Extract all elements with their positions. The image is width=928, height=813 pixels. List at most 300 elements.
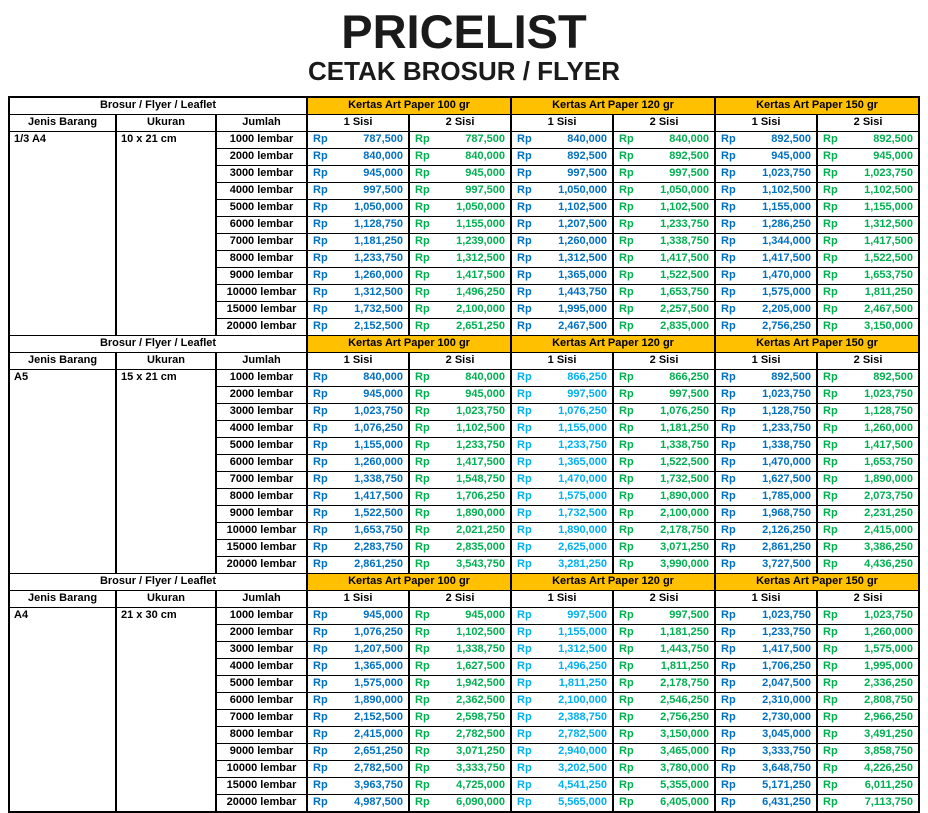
price-value: 1,102,500 [864,184,914,197]
paper-header-120gr: Kertas Art Paper 120 gr [511,97,715,115]
jumlah-cell: 15000 lembar [216,539,307,556]
currency-label: Rp [823,609,838,622]
price-cell-content [512,489,612,505]
price-cell-content [818,489,918,505]
price-cell [409,420,511,437]
price-value: 1,050,000 [354,201,404,214]
price-cell [715,794,817,812]
price-value: 1,128,750 [864,405,914,418]
jumlah-cell: 5000 lembar [216,199,307,216]
price-cell [817,658,919,675]
subheader-ukuran: Ukuran [116,590,216,607]
price-cell [511,420,613,437]
price-value: 2,073,750 [864,490,914,503]
price-value: 2,835,000 [660,320,710,333]
price-value: 6,405,000 [660,796,710,809]
price-cell-content [716,132,816,148]
currency-label: Rp [619,558,634,571]
currency-label: Rp [619,320,634,333]
price-cell [817,369,919,386]
price-cell [511,182,613,199]
table-row [9,131,919,148]
price-cell-content [716,455,816,471]
jumlah-cell: 5000 lembar [216,437,307,454]
price-cell [613,624,715,641]
currency-label: Rp [721,439,736,452]
price-cell [613,318,715,335]
price-cell-content [614,659,714,675]
currency-label: Rp [415,490,430,503]
price-cell [817,182,919,199]
price-cell [817,743,919,760]
subheader-sisi: 2 Sisi [409,590,511,607]
currency-label: Rp [619,694,634,707]
price-cell-content [614,387,714,403]
subheader-sisi: 2 Sisi [409,352,511,369]
price-cell-content [716,200,816,216]
currency-label: Rp [415,711,430,724]
currency-label: Rp [721,694,736,707]
price-value: 2,808,750 [864,694,914,707]
price-cell-content [818,608,918,624]
price-cell-content [308,251,408,267]
currency-label: Rp [619,184,634,197]
price-cell [409,607,511,624]
price-cell [613,641,715,658]
price-cell [817,777,919,794]
price-cell-content [818,285,918,301]
price-cell [715,182,817,199]
currency-label: Rp [517,303,532,316]
price-cell-content [614,761,714,777]
price-value: 3,150,000 [660,728,710,741]
price-cell [511,284,613,301]
price-cell [511,726,613,743]
currency-label: Rp [721,252,736,265]
currency-label: Rp [517,201,532,214]
price-value: 1,942,500 [456,677,506,690]
price-cell-content [614,149,714,165]
price-cell-content [614,489,714,505]
currency-label: Rp [619,507,634,520]
price-cell-content [308,200,408,216]
price-cell-content [818,404,918,420]
price-cell-content [512,676,612,692]
price-cell [511,539,613,556]
price-cell [307,624,409,641]
price-value: 3,990,000 [660,558,710,571]
currency-label: Rp [517,796,532,809]
price-cell-content [818,778,918,794]
price-cell [307,556,409,573]
price-cell [307,454,409,471]
price-cell-content [818,795,918,811]
price-cell-content [512,608,612,624]
currency-label: Rp [823,422,838,435]
price-value: 3,333,750 [456,762,506,775]
price-cell-content [410,421,510,437]
price-cell [511,607,613,624]
price-value: 2,756,250 [660,711,710,724]
currency-label: Rp [517,609,532,622]
price-value: 1,102,500 [762,184,812,197]
jumlah-cell: 5000 lembar [216,675,307,692]
price-cell [307,301,409,318]
price-cell-content [818,625,918,641]
price-cell [307,267,409,284]
currency-label: Rp [619,626,634,639]
price-value: 1,496,250 [456,286,506,299]
price-cell [511,233,613,250]
currency-label: Rp [313,167,328,180]
price-cell [817,454,919,471]
price-cell-content [308,506,408,522]
price-cell [511,131,613,148]
price-cell [409,743,511,760]
price-cell-content [308,268,408,284]
price-cell-content [410,319,510,335]
price-cell [409,794,511,812]
price-cell [511,250,613,267]
currency-label: Rp [415,728,430,741]
price-cell [817,709,919,726]
price-cell [307,539,409,556]
price-cell [715,709,817,726]
price-cell-content [410,438,510,454]
price-value: 1,076,250 [354,422,404,435]
price-cell [613,420,715,437]
price-value: 1,732,500 [558,507,608,520]
price-cell [409,522,511,539]
currency-label: Rp [313,405,328,418]
price-cell-content [614,251,714,267]
currency-label: Rp [517,456,532,469]
price-cell [817,301,919,318]
price-cell-content [614,727,714,743]
price-cell-content [410,455,510,471]
price-value: 1,023,750 [762,609,812,622]
price-value: 1,338,750 [660,439,710,452]
price-value: 1,995,000 [864,660,914,673]
jumlah-cell: 8000 lembar [216,488,307,505]
price-cell-content [308,234,408,250]
price-cell-content [818,183,918,199]
currency-label: Rp [721,473,736,486]
price-cell [817,284,919,301]
price-cell-content [818,149,918,165]
currency-label: Rp [721,677,736,690]
price-cell [613,199,715,216]
price-value: 1,181,250 [660,422,710,435]
price-cell [409,539,511,556]
currency-label: Rp [313,626,328,639]
price-cell [307,131,409,148]
price-cell-content [614,540,714,556]
price-cell [307,369,409,386]
currency-label: Rp [721,711,736,724]
currency-label: Rp [721,524,736,537]
currency-label: Rp [415,405,430,418]
price-cell-content [716,727,816,743]
currency-label: Rp [415,303,430,316]
price-cell-content [716,285,816,301]
jumlah-cell: 10000 lembar [216,760,307,777]
price-cell [409,437,511,454]
currency-label: Rp [415,167,430,180]
currency-label: Rp [517,218,532,231]
price-cell [613,658,715,675]
price-cell [613,233,715,250]
currency-label: Rp [721,490,736,503]
price-cell-content [716,523,816,539]
price-cell [613,471,715,488]
price-value: 1,312,500 [456,252,506,265]
price-cell-content [818,727,918,743]
section-group-header-row [9,97,919,115]
price-cell [511,216,613,233]
price-value: 997,500 [465,184,506,197]
currency-label: Rp [415,541,430,554]
price-value: 3,727,500 [762,558,812,571]
currency-label: Rp [721,456,736,469]
currency-label: Rp [619,660,634,673]
price-cell [409,165,511,182]
price-cell [307,250,409,267]
price-cell-content [410,302,510,318]
paper-header-120gr: Kertas Art Paper 120 gr [511,335,715,352]
price-cell-content [716,370,816,386]
price-cell-content [512,659,612,675]
currency-label: Rp [313,473,328,486]
currency-label: Rp [415,643,430,656]
price-value: 1,706,250 [762,660,812,673]
price-cell [511,743,613,760]
price-value: 1,338,750 [456,643,506,656]
currency-label: Rp [721,303,736,316]
price-value: 3,648,750 [762,762,812,775]
currency-label: Rp [619,133,634,146]
price-cell [817,692,919,709]
price-value: 840,000 [363,150,404,163]
ukuran-cell: 10 x 21 cm [116,131,216,335]
price-value: 1,338,750 [660,235,710,248]
price-cell [307,777,409,794]
price-cell [409,216,511,233]
price-cell-content [410,251,510,267]
price-cell [409,386,511,403]
jumlah-cell: 20000 lembar [216,556,307,573]
price-cell-content [308,557,408,573]
price-cell-content [512,404,612,420]
currency-label: Rp [823,728,838,741]
price-value: 2,861,250 [354,558,404,571]
price-cell-content [308,608,408,624]
price-cell [817,250,919,267]
price-value: 1,653,750 [354,524,404,537]
price-cell-content [818,166,918,182]
price-cell-content [308,387,408,403]
currency-label: Rp [721,218,736,231]
jumlah-cell: 9000 lembar [216,505,307,522]
price-value: 4,725,000 [456,779,506,792]
price-cell-content [308,676,408,692]
price-cell [409,369,511,386]
price-cell-content [512,285,612,301]
price-value: 1,312,500 [354,286,404,299]
price-cell [511,522,613,539]
price-cell [817,233,919,250]
price-value: 1,627,500 [762,473,812,486]
paper-header-100gr: Kertas Art Paper 100 gr [307,573,511,590]
price-cell-content [614,217,714,233]
price-cell [613,607,715,624]
price-cell [715,148,817,165]
price-value: 1,417,500 [456,456,506,469]
currency-label: Rp [517,524,532,537]
price-cell-content [716,795,816,811]
price-cell-content [614,132,714,148]
price-cell [511,369,613,386]
price-value: 1,653,750 [864,456,914,469]
price-cell-content [614,642,714,658]
price-cell [511,454,613,471]
price-value: 7,113,750 [864,796,914,809]
price-value: 892,500 [771,371,812,384]
currency-label: Rp [823,388,838,401]
price-cell-content [716,217,816,233]
price-value: 2,756,250 [762,320,812,333]
price-value: 1,312,500 [558,252,608,265]
price-cell [715,556,817,573]
currency-label: Rp [415,762,430,775]
price-value: 3,963,750 [354,779,404,792]
price-cell-content [512,438,612,454]
price-cell-content [308,795,408,811]
price-cell-content [410,676,510,692]
price-cell-content [818,472,918,488]
price-cell [511,199,613,216]
currency-label: Rp [721,320,736,333]
price-cell [715,743,817,760]
price-value: 2,966,250 [864,711,914,724]
currency-label: Rp [619,728,634,741]
price-cell-content [308,489,408,505]
table-row [9,607,919,624]
price-cell-content [512,251,612,267]
jumlah-cell: 20000 lembar [216,318,307,335]
currency-label: Rp [415,626,430,639]
price-value: 2,651,250 [456,320,506,333]
currency-label: Rp [619,711,634,724]
price-cell-content [512,642,612,658]
currency-label: Rp [313,371,328,384]
jumlah-cell: 9000 lembar [216,267,307,284]
price-cell [613,148,715,165]
price-value: 787,500 [363,133,404,146]
currency-label: Rp [517,422,532,435]
currency-label: Rp [823,286,838,299]
price-cell [511,658,613,675]
price-value: 945,000 [465,388,506,401]
price-cell-content [614,455,714,471]
currency-label: Rp [619,524,634,537]
price-value: 1,233,750 [558,439,608,452]
price-cell [715,658,817,675]
subheader-jenis-barang: Jenis Barang [9,352,116,369]
currency-label: Rp [313,524,328,537]
price-value: 1,260,000 [864,422,914,435]
currency-label: Rp [517,541,532,554]
currency-label: Rp [823,524,838,537]
price-value: 1,260,000 [558,235,608,248]
price-value: 1,155,000 [762,201,812,214]
price-cell [307,199,409,216]
price-value: 4,226,250 [864,762,914,775]
price-value: 1,233,750 [762,626,812,639]
price-cell-content [308,472,408,488]
price-cell-content [716,268,816,284]
price-cell-content [512,455,612,471]
price-cell-content [614,795,714,811]
price-cell [715,471,817,488]
price-value: 1,181,250 [660,626,710,639]
currency-label: Rp [415,456,430,469]
price-value: 1,890,000 [660,490,710,503]
price-value: 1,128,750 [762,405,812,418]
price-cell [817,267,919,284]
jumlah-cell: 7000 lembar [216,233,307,250]
price-cell-content [614,234,714,250]
currency-label: Rp [313,201,328,214]
price-cell [307,420,409,437]
price-cell [511,505,613,522]
price-cell-content [614,676,714,692]
currency-label: Rp [517,728,532,741]
price-value: 3,858,750 [864,745,914,758]
price-cell-content [410,778,510,794]
price-cell [715,692,817,709]
price-cell-content [818,319,918,335]
price-value: 1,890,000 [558,524,608,537]
price-cell [715,284,817,301]
price-cell [409,131,511,148]
price-value: 1,968,750 [762,507,812,520]
price-cell-content [308,727,408,743]
price-value: 2,100,000 [660,507,710,520]
price-cell-content [512,710,612,726]
price-cell [409,692,511,709]
price-value: 2,362,500 [456,694,506,707]
price-cell-content [410,727,510,743]
currency-label: Rp [823,235,838,248]
subheader-sisi: 1 Sisi [511,590,613,607]
price-cell-content [410,217,510,233]
price-cell-content [308,166,408,182]
jumlah-cell: 6000 lembar [216,692,307,709]
currency-label: Rp [721,745,736,758]
currency-label: Rp [313,252,328,265]
price-value: 2,467,500 [558,320,608,333]
price-value: 1,102,500 [456,422,506,435]
currency-label: Rp [415,320,430,333]
price-cell-content [614,421,714,437]
currency-label: Rp [721,626,736,639]
price-value: 1,575,000 [864,643,914,656]
price-cell [715,539,817,556]
price-value: 1,470,000 [762,456,812,469]
currency-label: Rp [721,558,736,571]
price-cell [817,165,919,182]
